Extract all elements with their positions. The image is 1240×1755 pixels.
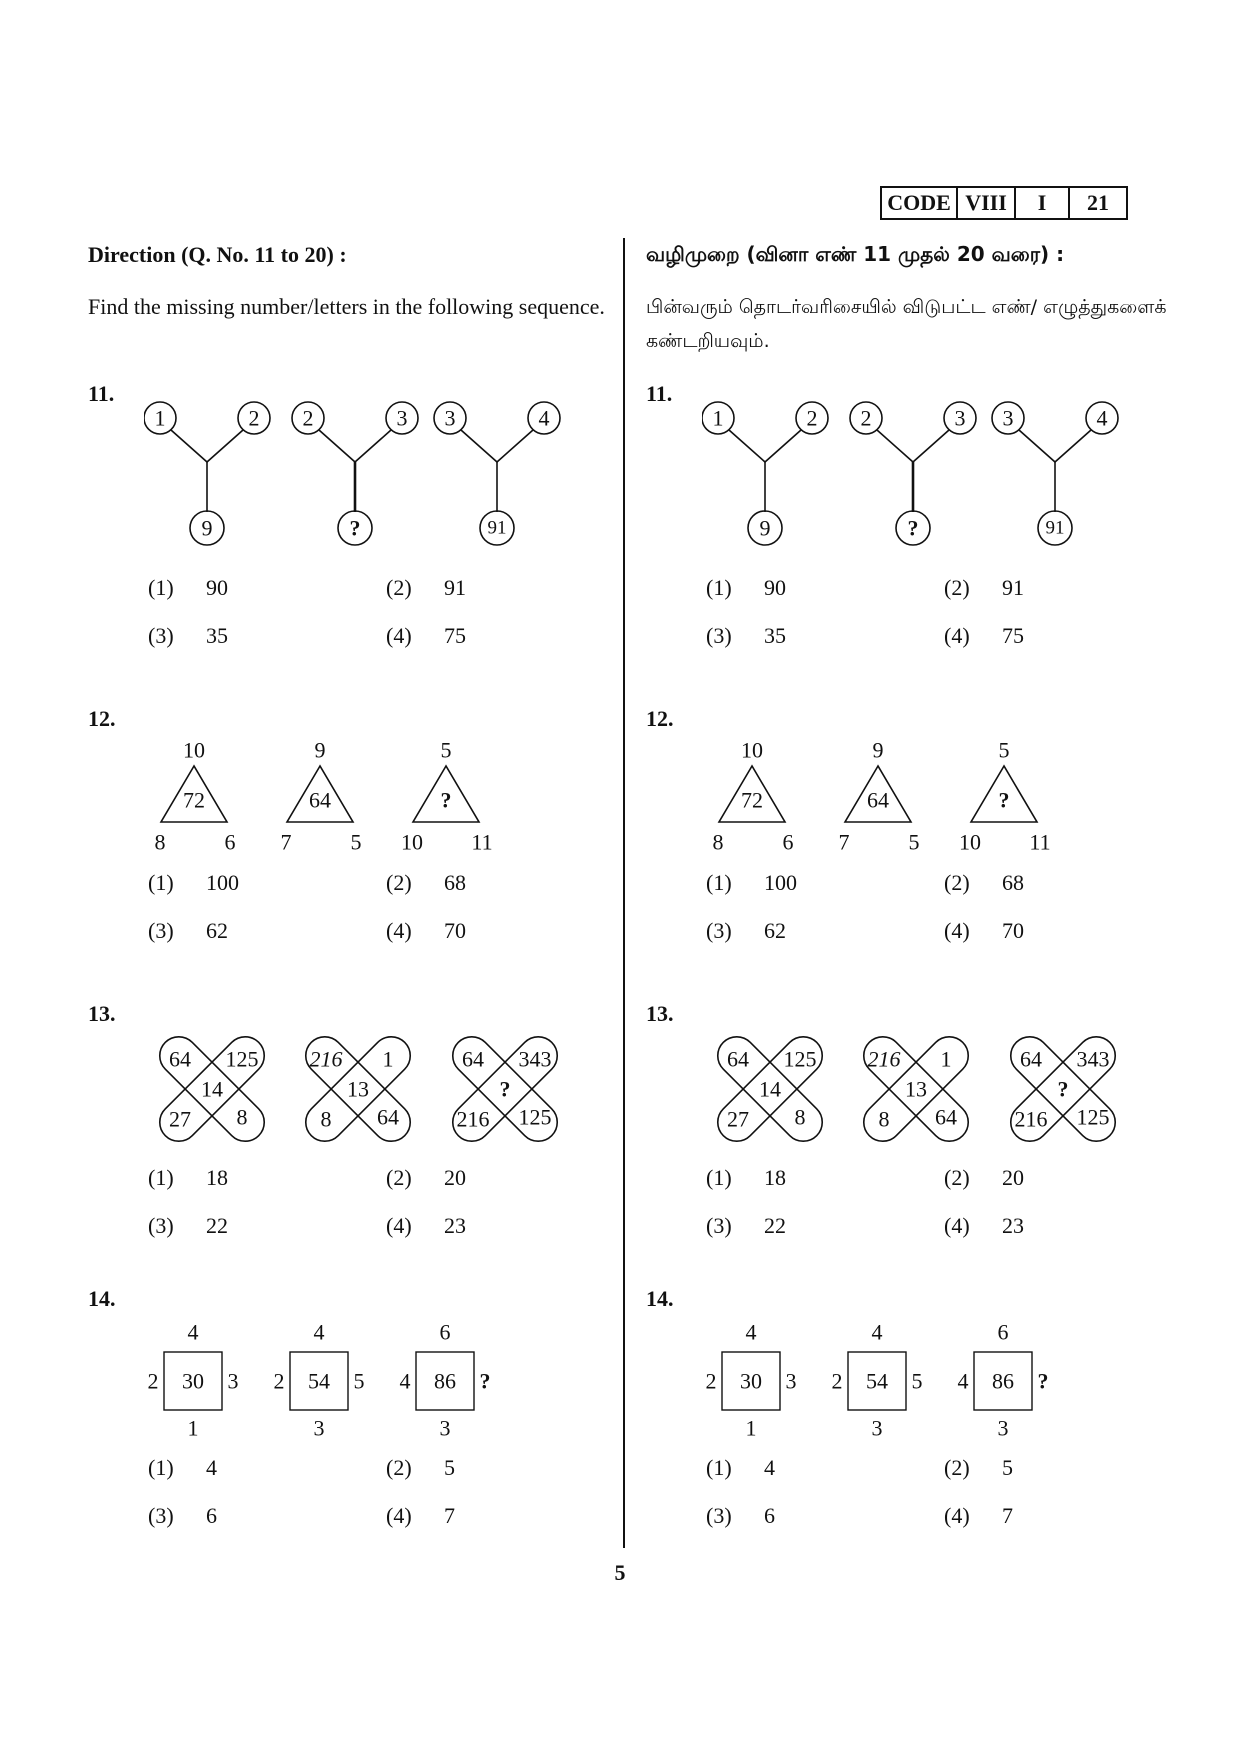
cross-top-right: 343	[518, 1046, 552, 1072]
question-figure	[144, 1322, 584, 1446]
triangle-center: 64	[867, 787, 889, 813]
triangle-figure	[281, 740, 362, 855]
option[interactable]	[944, 918, 1024, 944]
question-number: 11.	[646, 381, 673, 406]
cross-bottom-right: 64	[377, 1104, 399, 1130]
square-right: 5	[911, 1368, 923, 1394]
option[interactable]	[148, 1503, 217, 1529]
square-figure	[832, 1322, 923, 1441]
triangle-right: 5	[350, 829, 362, 855]
square-center: 30	[182, 1368, 204, 1394]
cross-top-left: 216	[867, 1046, 901, 1072]
tree-figure	[434, 402, 560, 545]
direction-text-tamil: பின்வரும் தொடர்வரிசையில் விடுபட்ட எண்/ எழுத்துகளைக் கண்டறியவும்.	[646, 296, 1167, 352]
tree-top-left: 3	[1002, 405, 1014, 431]
tree-figure	[992, 402, 1118, 545]
option-label: (1)	[148, 1455, 174, 1480]
option-value: 68	[444, 870, 466, 895]
cross-bottom-left: 216	[456, 1106, 490, 1132]
option-label: (4)	[386, 918, 412, 943]
question-number: 12.	[88, 706, 116, 731]
option[interactable]	[148, 623, 228, 649]
triangle-top: 10	[741, 740, 763, 763]
option-value: 7	[444, 1503, 455, 1528]
tree-top-right: 3	[954, 405, 966, 431]
triangle-left: 10	[959, 829, 981, 855]
square-figure	[274, 1322, 365, 1441]
tree-top-right: 3	[396, 405, 408, 431]
tree-bottom: 9	[759, 515, 771, 541]
question-number: 14.	[646, 1286, 674, 1311]
option[interactable]	[386, 1165, 466, 1191]
option-value: 6	[764, 1503, 775, 1528]
option[interactable]	[706, 1455, 775, 1481]
tree-bottom: 91	[487, 517, 507, 539]
option[interactable]	[148, 1455, 217, 1481]
cross-top-left: 64	[169, 1046, 191, 1072]
square-left: 2	[831, 1368, 843, 1394]
option[interactable]	[148, 575, 228, 601]
cross-center: ?	[1057, 1076, 1069, 1102]
square-right: 5	[353, 1368, 365, 1394]
tree-top-right: 4	[1096, 405, 1108, 431]
option-label: (1)	[706, 1455, 732, 1480]
square-figure	[400, 1322, 491, 1441]
tree-top-left: 1	[154, 405, 166, 431]
square-top: 6	[439, 1322, 451, 1345]
option-label: (3)	[706, 1503, 732, 1528]
option-value: 20	[444, 1165, 466, 1190]
cross-figure	[445, 1029, 565, 1149]
option[interactable]	[944, 1165, 1024, 1191]
option[interactable]	[706, 870, 797, 896]
direction-title-tamil: வழிமுறை (வினா எண் 11 முதல் 20 வரை) :	[646, 242, 1065, 266]
option[interactable]	[706, 1503, 775, 1529]
code-label: CODE	[887, 190, 951, 215]
cross-bottom-left: 8	[320, 1106, 332, 1132]
tree-bottom: ?	[907, 515, 919, 541]
option-value: 18	[764, 1165, 786, 1190]
question-number: 11.	[88, 381, 115, 406]
question-figure	[710, 1027, 1150, 1159]
question-figure	[702, 1322, 1142, 1446]
option-label: (3)	[706, 1213, 732, 1238]
square-right: ?	[479, 1368, 491, 1394]
tamil-column	[646, 0, 1206, 1755]
option-label: (2)	[386, 1455, 412, 1480]
option-value: 68	[1002, 870, 1024, 895]
square-bottom: 1	[745, 1415, 757, 1441]
option-value: 4	[764, 1455, 775, 1480]
option-value: 100	[206, 870, 239, 895]
question-number: 14.	[88, 1286, 116, 1311]
square-left: 4	[399, 1368, 411, 1394]
triangle-right: 6	[782, 829, 794, 855]
option[interactable]	[386, 1503, 455, 1529]
triangle-figure	[959, 740, 1051, 855]
direction-text: Find the missing number/letters in the following sequence.	[88, 294, 605, 319]
option[interactable]	[944, 870, 1024, 896]
option[interactable]	[386, 870, 466, 896]
option-value: 70	[1002, 918, 1024, 943]
option[interactable]	[706, 623, 786, 649]
tree-top-right: 2	[806, 405, 818, 431]
tree-figure	[144, 402, 270, 545]
square-right: 3	[785, 1368, 797, 1394]
cross-bottom-left: 216	[1014, 1106, 1048, 1132]
option-label: (1)	[706, 1165, 732, 1190]
triangle-center: 64	[309, 787, 331, 813]
option-label: (3)	[706, 918, 732, 943]
cross-center: 13	[905, 1076, 927, 1102]
option-value: 6	[206, 1503, 217, 1528]
option-label: (1)	[706, 575, 732, 600]
cross-bottom-right: 64	[935, 1104, 957, 1130]
option[interactable]	[706, 1165, 786, 1191]
cross-figure	[710, 1029, 830, 1149]
tree-top-right: 2	[248, 405, 260, 431]
square-center: 30	[740, 1368, 762, 1394]
option-label: (3)	[148, 623, 174, 648]
triangle-left: 7	[280, 829, 292, 855]
tree-bottom: ?	[349, 515, 361, 541]
option-value: 20	[1002, 1165, 1024, 1190]
cross-center: 14	[201, 1076, 223, 1102]
triangle-top: 9	[872, 740, 884, 763]
option[interactable]	[386, 918, 466, 944]
question-figure	[148, 740, 588, 856]
cross-figure	[152, 1029, 272, 1149]
triangle-left: 10	[401, 829, 423, 855]
question-figure	[144, 396, 584, 555]
cross-top-right: 125	[225, 1046, 259, 1072]
question-figure	[152, 1027, 592, 1159]
option-value: 91	[444, 575, 466, 600]
option-value: 75	[1002, 623, 1024, 648]
option[interactable]	[944, 1503, 1013, 1529]
option-value: 5	[1002, 1455, 1013, 1480]
option[interactable]	[944, 1213, 1024, 1239]
square-top: 4	[871, 1322, 883, 1345]
cross-top-right: 343	[1076, 1046, 1110, 1072]
cross-bottom-left: 27	[727, 1106, 749, 1132]
cross-bottom-right: 125	[518, 1104, 552, 1130]
triangle-top: 5	[998, 740, 1010, 763]
square-left: 2	[705, 1368, 717, 1394]
option-value: 35	[764, 623, 786, 648]
option-value: 22	[764, 1213, 786, 1238]
english-column	[88, 0, 648, 1755]
option-label: (1)	[706, 870, 732, 895]
cross-top-right: 125	[783, 1046, 817, 1072]
option[interactable]	[944, 623, 1024, 649]
triangle-top: 9	[314, 740, 326, 763]
option-value: 100	[764, 870, 797, 895]
square-left: 2	[273, 1368, 285, 1394]
option[interactable]	[944, 575, 1024, 601]
square-top: 4	[313, 1322, 325, 1345]
option[interactable]	[386, 1455, 455, 1481]
option-label: (4)	[944, 1213, 970, 1238]
triangle-top: 10	[183, 740, 205, 763]
option-value: 62	[206, 918, 228, 943]
cross-figure	[1003, 1029, 1123, 1149]
option[interactable]	[148, 1213, 228, 1239]
triangle-right: 11	[1029, 829, 1051, 855]
tree-figure	[702, 402, 828, 545]
option-value: 35	[206, 623, 228, 648]
triangle-top: 5	[440, 740, 452, 763]
option-label: (2)	[944, 575, 970, 600]
option-label: (2)	[944, 1165, 970, 1190]
cross-center: ?	[499, 1076, 511, 1102]
square-figure	[148, 1322, 239, 1441]
triangle-figure	[155, 740, 236, 855]
option-value: 75	[444, 623, 466, 648]
option-label: (4)	[944, 623, 970, 648]
triangle-right: 11	[471, 829, 493, 855]
cross-center: 13	[347, 1076, 369, 1102]
triangle-center: ?	[440, 787, 452, 813]
square-bottom: 1	[187, 1415, 199, 1441]
question-figure	[706, 740, 1146, 856]
square-center: 86	[992, 1368, 1014, 1394]
tree-top-left: 2	[302, 405, 314, 431]
triangle-figure	[713, 740, 794, 855]
option-label: (4)	[944, 918, 970, 943]
option-label: (3)	[148, 1213, 174, 1238]
cross-top-left: 64	[727, 1046, 749, 1072]
tree-figure	[292, 402, 418, 545]
option-value: 23	[1002, 1213, 1024, 1238]
option[interactable]	[386, 623, 466, 649]
option[interactable]	[386, 575, 466, 601]
option-label: (4)	[944, 1503, 970, 1528]
option-value: 4	[206, 1455, 217, 1480]
question-figure	[702, 396, 1142, 555]
cross-bottom-right: 125	[1076, 1104, 1110, 1130]
option-value: 62	[764, 918, 786, 943]
option-label: (1)	[148, 870, 174, 895]
option-value: 7	[1002, 1503, 1013, 1528]
square-left: 4	[957, 1368, 969, 1394]
square-right: ?	[1037, 1368, 1049, 1394]
triangle-center: ?	[998, 787, 1010, 813]
option-value: 90	[764, 575, 786, 600]
tree-top-left: 3	[444, 405, 456, 431]
option-value: 18	[206, 1165, 228, 1190]
tree-top-left: 2	[860, 405, 872, 431]
option[interactable]	[706, 575, 786, 601]
option-label: (3)	[148, 918, 174, 943]
question-number: 13.	[646, 1001, 674, 1026]
square-center: 86	[434, 1368, 456, 1394]
cross-bottom-right: 8	[236, 1104, 248, 1130]
question-number: 13.	[88, 1001, 116, 1026]
option[interactable]	[148, 870, 239, 896]
tree-bottom: 9	[201, 515, 213, 541]
cross-figure	[856, 1029, 976, 1149]
option-label: (1)	[148, 1165, 174, 1190]
option-label: (2)	[386, 870, 412, 895]
direction-title: Direction (Q. No. 11 to 20) :	[88, 242, 347, 267]
square-top: 6	[997, 1322, 1009, 1345]
triangle-right: 6	[224, 829, 236, 855]
square-bottom: 3	[997, 1415, 1009, 1441]
tree-bottom: 91	[1045, 517, 1065, 539]
cross-top-right: 1	[940, 1046, 952, 1072]
cross-center: 14	[759, 1076, 781, 1102]
triangle-center: 72	[741, 787, 763, 813]
square-top: 4	[745, 1322, 757, 1345]
option-label: (2)	[944, 1455, 970, 1480]
option-value: 23	[444, 1213, 466, 1238]
option-value: 22	[206, 1213, 228, 1238]
cross-bottom-left: 27	[169, 1106, 191, 1132]
option-label: (2)	[386, 1165, 412, 1190]
option-value: 70	[444, 918, 466, 943]
option[interactable]	[706, 1213, 786, 1239]
triangle-figure	[839, 740, 920, 855]
triangle-left: 7	[838, 829, 850, 855]
triangle-right: 5	[908, 829, 920, 855]
option-label: (1)	[148, 575, 174, 600]
option-label: (3)	[706, 623, 732, 648]
code-number: 21	[1068, 188, 1126, 218]
tree-top-right: 4	[538, 405, 550, 431]
square-top: 4	[187, 1322, 199, 1345]
cross-top-left: 64	[462, 1046, 484, 1072]
triangle-left: 8	[154, 829, 166, 855]
option-label: (2)	[386, 575, 412, 600]
square-center: 54	[866, 1368, 888, 1394]
page-number: 5	[614, 1560, 626, 1585]
option-label: (4)	[386, 623, 412, 648]
cross-top-left: 64	[1020, 1046, 1042, 1072]
square-center: 54	[308, 1368, 330, 1394]
option[interactable]	[706, 918, 786, 944]
option-value: 5	[444, 1455, 455, 1480]
square-bottom: 3	[313, 1415, 325, 1441]
triangle-left: 8	[712, 829, 724, 855]
option[interactable]	[386, 1213, 466, 1239]
option[interactable]	[148, 918, 228, 944]
square-figure	[958, 1322, 1049, 1441]
square-figure	[706, 1322, 797, 1441]
option-value: 90	[206, 575, 228, 600]
square-bottom: 3	[871, 1415, 883, 1441]
cross-bottom-right: 8	[794, 1104, 806, 1130]
square-right: 3	[227, 1368, 239, 1394]
code-paper: I	[1014, 188, 1068, 218]
tree-figure	[850, 402, 976, 545]
triangle-center: 72	[183, 787, 205, 813]
cross-figure	[298, 1029, 418, 1149]
cross-top-right: 1	[382, 1046, 394, 1072]
cross-bottom-left: 8	[878, 1106, 890, 1132]
option-label: (2)	[944, 870, 970, 895]
cross-top-left: 216	[309, 1046, 343, 1072]
option[interactable]	[148, 1165, 228, 1191]
question-number: 12.	[646, 706, 674, 731]
option-label: (4)	[386, 1503, 412, 1528]
triangle-figure	[401, 740, 493, 855]
option-value: 91	[1002, 575, 1024, 600]
square-bottom: 3	[439, 1415, 451, 1441]
code-class: VIII	[956, 188, 1014, 218]
tree-top-left: 1	[712, 405, 724, 431]
option-label: (3)	[148, 1503, 174, 1528]
option[interactable]	[944, 1455, 1013, 1481]
option-label: (4)	[386, 1213, 412, 1238]
square-left: 2	[147, 1368, 159, 1394]
